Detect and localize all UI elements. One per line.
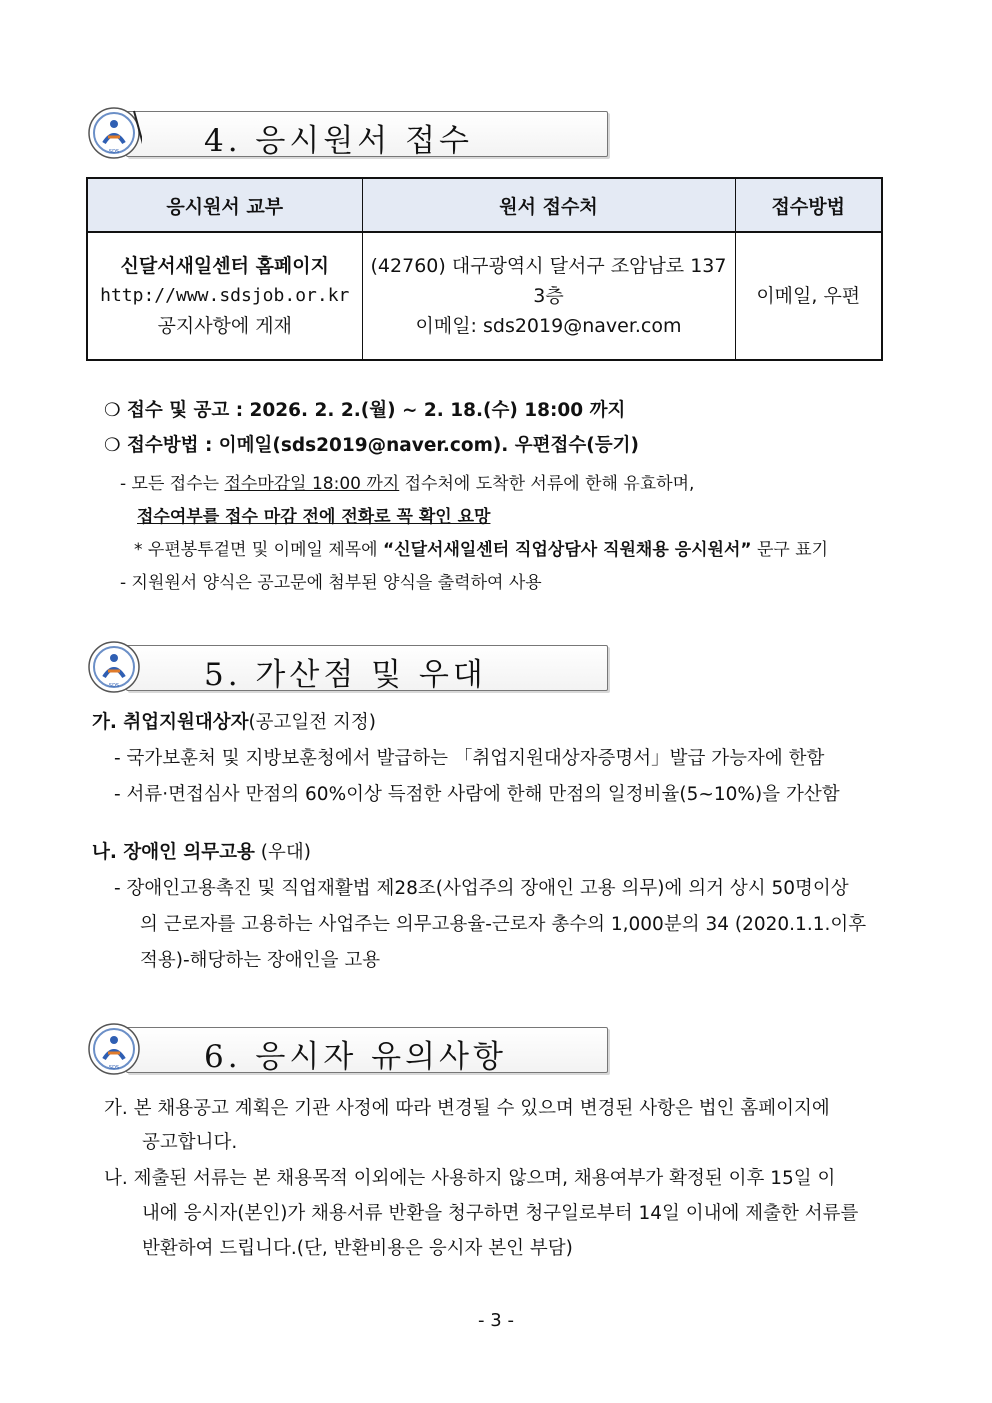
detail-line: - 장애인고용촉진 및 직업재활법 제28조(사업주의 장애인 고용 의무)에 의거 상시 50명이상 [114,878,849,899]
page-number: - 3 - [478,1310,514,1331]
table-header-row [87,178,882,232]
notice-text: 공지사항에 게재 [157,315,293,337]
svg-text:SDS: SDS [108,149,120,155]
subheading-na: 나. 장애인 의무고용 (우대) [92,842,311,863]
organization-logo-icon [86,1021,142,1077]
section-title: 4. 응시원서 접수 [204,123,473,159]
notice-line: 공고합니다. [142,1132,238,1153]
detail-line: 의 근로자를 고용하는 사업주는 의무고용율-근로자 총수의 1,000분의 34 (2020.1.1.이후 [140,914,867,935]
bullet-period: ❍ 접수 및 공고 : 2026. 2. 2.(월) ~ 2. 18.(수) 18:00 까지 [104,400,626,421]
section-4-header [86,111,608,159]
table-header: 응시원서 교부 [87,178,362,232]
table-header: 원서 접수처 [362,178,735,232]
confirm-notice: 접수여부를 접수 마감 전에 전화로 꼭 확인 요망 [137,507,491,527]
homepage-url[interactable]: http://www.sdsjob.or.kr [100,285,350,306]
section-5-header [86,645,608,693]
detail-line: - 모든 접수는 접수마감일 18:00 까지 접수처에 도착한 서류에 한해 유효하며, [120,474,695,494]
table-row [87,232,882,360]
detail-line: - 지원원서 양식은 공고문에 첨부된 양식을 출력하여 사용 [120,573,542,593]
subheading-ga: 가. 취업지원대상자(공고일전 지정) [92,712,376,733]
detail-line: - 서류·면접심사 만점의 60%이상 득점한 사람에 한해 만점의 일정비율(5~10%)을 가산함 [114,784,840,805]
section-6-header [86,1027,608,1075]
table-cell-method: 이메일, 우편 [735,232,882,360]
address-text: (42760) 대구광역시 달서구 조암남로 137 3층 [370,255,727,307]
svg-text:SDS: SDS [108,683,120,689]
table-cell-address [362,232,735,360]
svg-text:SDS: SDS [108,1065,120,1071]
table-header: 접수방법 [735,178,882,232]
detail-line: - 국가보훈처 및 지방보훈청에서 발급하는 「취업지원대상자증명서」발급 가능자에 한함 [114,748,825,769]
homepage-name: 신달서새일센터 홈페이지 [120,255,329,277]
note-line: * 우편봉투겉면 및 이메일 제목에 “신달서새일센터 직업상담사 직원채용 응시원서” 문구 표기 [134,540,829,560]
organization-logo-icon [86,639,142,695]
detail-line: 적용)-해당하는 장애인을 고용 [140,950,381,971]
section-title: 6. 응시자 유의사항 [204,1039,507,1075]
notice-line: 가. 본 채용공고 계획은 기관 사정에 따라 변경될 수 있으며 변경된 사항은 법인 홈페이지에 [104,1098,830,1119]
table-cell-distribution [87,232,362,360]
deadline-underlined: 접수마감일 18:00 까지 [224,474,400,494]
bullet-method: ❍ 접수방법 : 이메일(sds2019@naver.com). 우편접수(등기) [104,435,639,456]
section-title: 5. 가산점 및 우대 [204,657,487,693]
notice-line: 반환하여 드립니다.(단, 반환비용은 응시자 본인 부담) [142,1238,573,1259]
notice-line: 나. 제출된 서류는 본 채용목적 이외에는 사용하지 않으며, 채용여부가 확정된 이후 15일 이 [104,1168,836,1189]
email-text[interactable]: 이메일: sds2019@naver.com [415,315,682,337]
organization-logo-icon [86,105,142,161]
notice-line: 내에 응시자(본인)가 채용서류 반환을 청구하면 청구일로부터 14일 이내에 제출한 서류를 [142,1203,859,1224]
application-table [86,177,883,361]
